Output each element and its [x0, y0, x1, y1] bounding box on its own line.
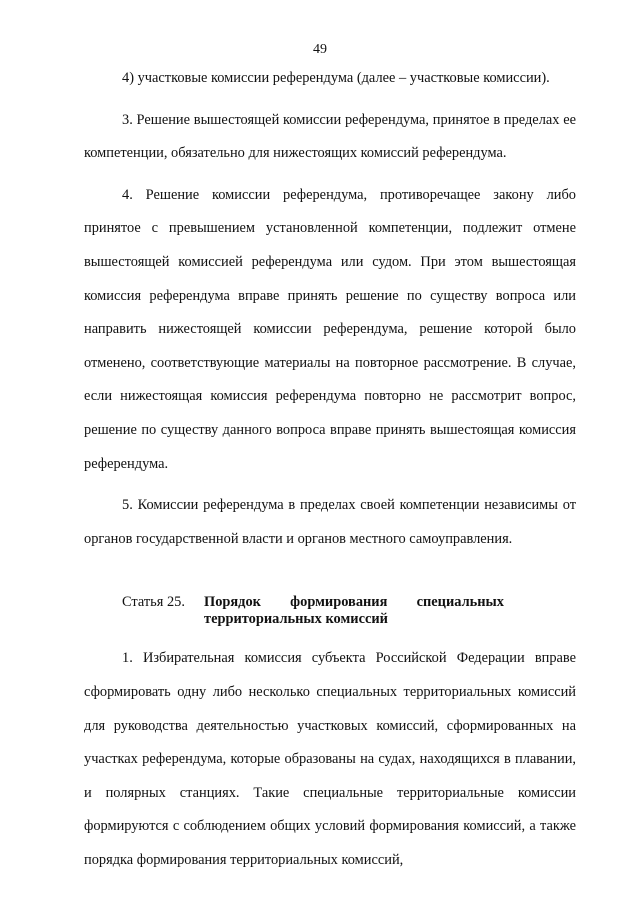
document-body [84, 62, 576, 877]
article-title: Порядок формирования специальных территориальных комиссий [204, 594, 504, 628]
paragraph-4: 4. Решение комиссии референдума, противоречащее закону либо принятое с превышением установленной компетенции, подлежит отмене вышестоящей комиссией референдума или судом. При этом вышестоящая комиссия референдума вправе принять решение по существу вопроса или направить нижестоящей комиссии референдума, решение которой было отменено, соответствующие материалы на повторное рассмотрение. В случае, если нижестоящая комиссия референдума повторно не рассмотрит вопрос, решение по существу данного вопроса вправе принять вышестоящая комиссия референдума. [84, 186, 576, 472]
article-heading [84, 594, 576, 628]
article-number: Статья 25. [122, 594, 185, 611]
page-number: 49 [313, 42, 327, 57]
paragraph-5: 5. Комиссии референдума в пределах своей компетенции независимы от органов государственной власти и органов местного самоуправления. [84, 497, 576, 547]
paragraph-item-4: 4) участковые комиссии референдума (далее – участковые комиссии). [122, 70, 550, 86]
article-paragraph-1: 1. Избирательная комиссия субъекта Российской Федерации вправе сформировать одну либо несколько специальных территориальных комиссий для руководства деятельностью участковых комиссий, сформированных на участках референдума, которые образованы на судах, находящихся в плавании, и полярных станциях. Такие специальные территориальные комиссии формируются с соблюдением общих условий формирования комиссий, а также порядка формирования территориальных комиссий, [84, 650, 576, 868]
paragraph-3: 3. Решение вышестоящей комиссии референдума, принятое в пределах ее компетенции, обязательно для нижестоящих комиссий референдума. [84, 111, 576, 162]
